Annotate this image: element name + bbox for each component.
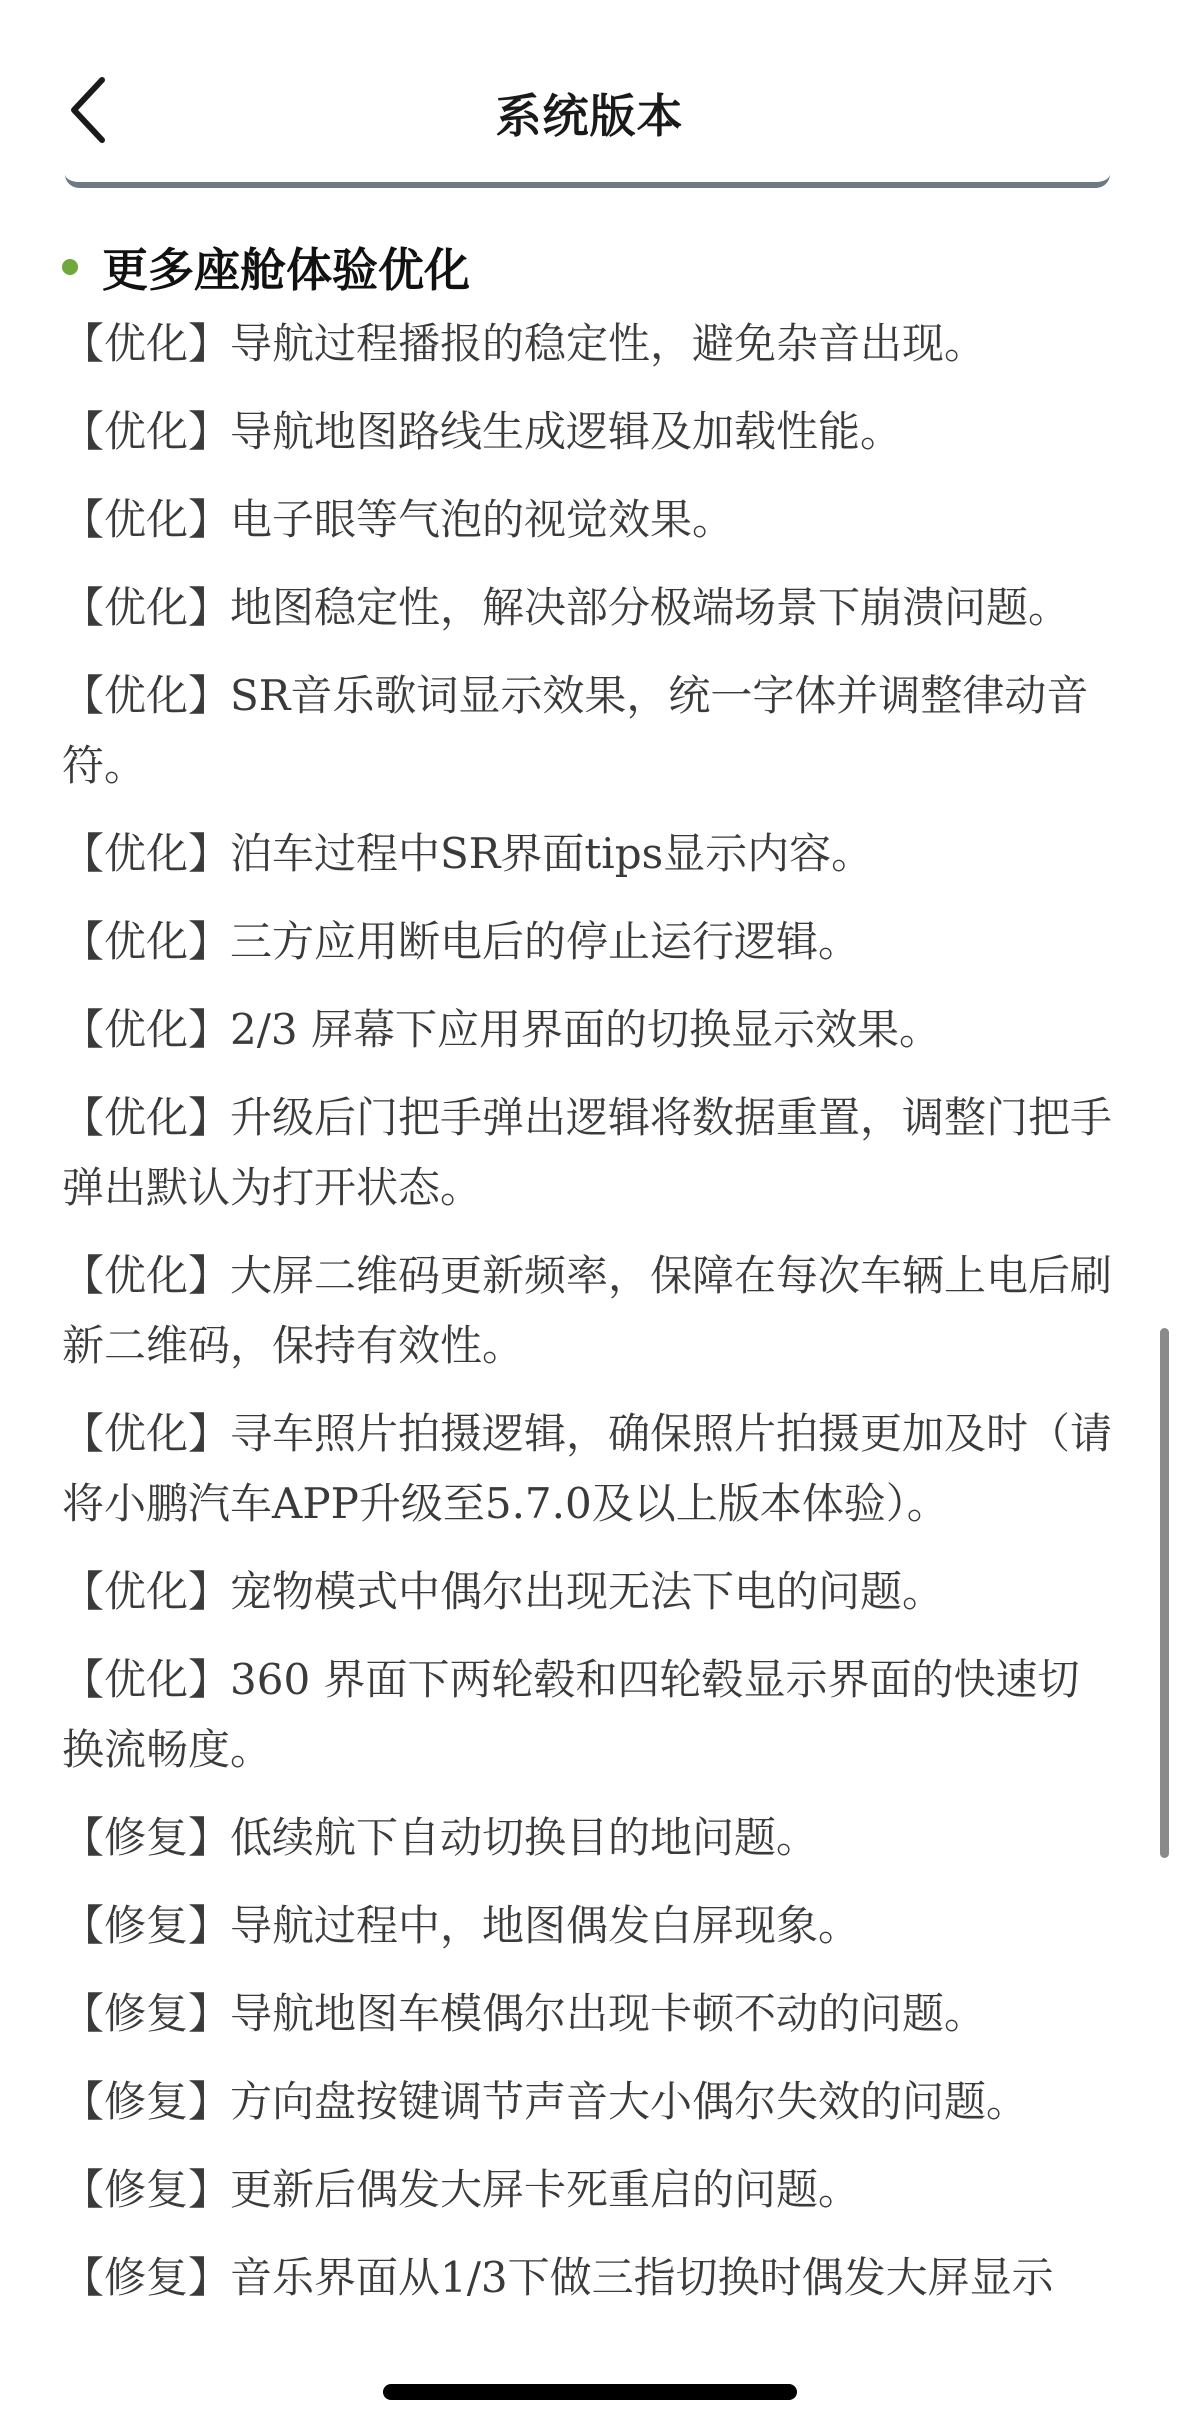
release-note-item: 【优化】升级后门把手弹出逻辑将数据重置，调整门把手弹出默认为打开状态。 (62, 1093, 1113, 1212)
release-notes-content (0, 225, 1179, 2331)
header-bar (0, 0, 1179, 180)
release-note-item: 【优化】导航地图路线生成逻辑及加载性能。 (62, 407, 903, 456)
vertical-scrollbar[interactable] (1160, 1328, 1169, 1858)
release-note-item: 【优化】导航过程播报的稳定性，避免杂音出现。 (62, 319, 987, 368)
section-title: 更多座舱体验优化 (102, 243, 470, 297)
page-title: 系统版本 (495, 89, 684, 143)
release-note-item: 【优化】泊车过程中SR界面tips显示内容。 (62, 829, 874, 878)
release-note-item: 【优化】大屏二维码更新频率，保障在每次车辆上电后刷新二维码，保持有效性。 (62, 1251, 1113, 1370)
release-note-item: 【优化】地图稳定性，解决部分极端场景下崩溃问题。 (62, 583, 1071, 632)
release-note-item: 【修复】导航地图车模偶尔出现卡顿不动的问题。 (62, 1989, 987, 2038)
release-note-item: 【修复】低续航下自动切换目的地问题。 (62, 1813, 819, 1862)
release-note-item: 【修复】方向盘按键调节声音大小偶尔失效的问题。 (62, 2077, 1029, 2126)
release-note-item: 【修复】音乐界面从1/3下做三指切换时偶发大屏显示 (62, 2253, 1054, 2302)
release-note-item: 【优化】2/3 屏幕下应用界面的切换显示效果。 (62, 1005, 941, 1054)
release-note-item: 【优化】电子眼等气泡的视觉效果。 (62, 495, 735, 544)
section-heading (62, 225, 1179, 309)
bullet-dot-icon (62, 259, 78, 275)
release-note-item: 【优化】宠物模式中偶尔出现无法下电的问题。 (62, 1567, 945, 1616)
release-note-item: 【修复】导航过程中，地图偶发白屏现象。 (62, 1901, 861, 1950)
release-note-item: 【优化】三方应用断电后的停止运行逻辑。 (62, 917, 861, 966)
release-note-item: 【优化】SR音乐歌词显示效果，统一字体并调整律动音符。 (62, 671, 1089, 790)
home-indicator[interactable] (383, 2384, 797, 2400)
release-note-item: 【优化】360 界面下两轮毂和四轮毂显示界面的快速切换流畅度。 (62, 1655, 1080, 1774)
release-notes-list (0, 309, 1179, 2313)
release-note-item: 【修复】更新后偶发大屏卡死重启的问题。 (62, 2165, 861, 2214)
header-divider (65, 170, 1110, 188)
release-note-item: 【优化】寻车照片拍摄逻辑，确保照片拍摄更加及时（请将小鹏汽车APP升级至5.7.0及以上版本体验）。 (62, 1409, 1113, 1528)
